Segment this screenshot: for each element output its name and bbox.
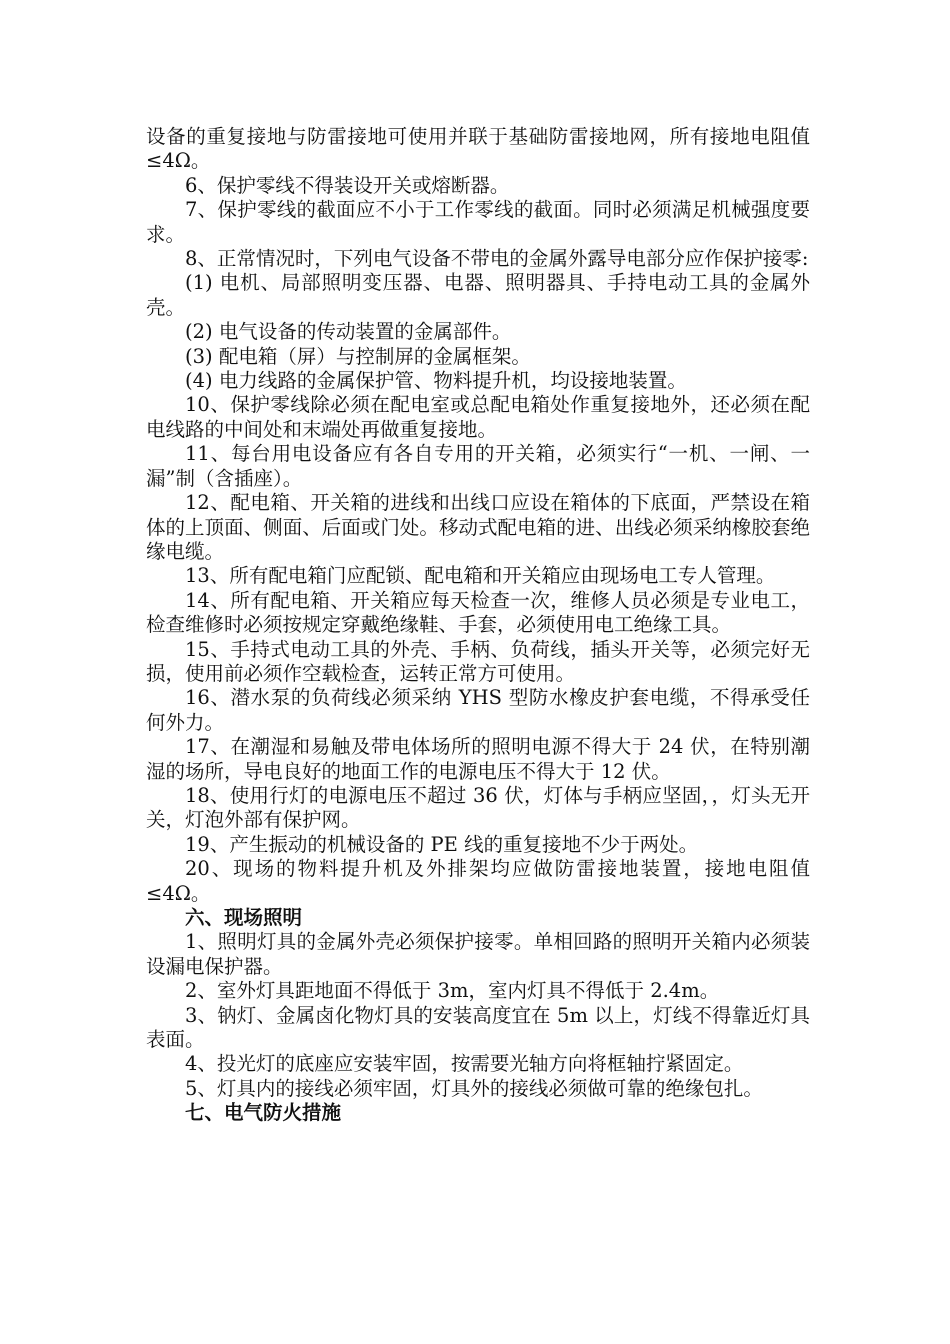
document-page bbox=[146, 125, 810, 1126]
paragraph-subitem-3: (3) 配电箱（屏）与控制屏的金属框架。 bbox=[185, 344, 531, 368]
paragraph-item-11: 11、每台用电设备应有各自专用的开关箱，必须实行“一机、一闸、一漏”制（含插座）。 bbox=[146, 442, 810, 490]
paragraph-lighting-1: 1、照明灯具的金属外壳必须保护接零。单相回路的照明开关箱内必须装设漏电保护器。 bbox=[146, 930, 810, 978]
paragraph-item-18: 18、使用行灯的电源电压不超过 36 伏，灯体与手柄应坚固，，灯头无开关，灯泡外部有保护网。 bbox=[146, 783, 810, 832]
paragraph-subitem-2: (2) 电气设备的传动装置的金属部件。 bbox=[185, 320, 512, 344]
paragraph-lighting-2: 2、室外灯具距地面不得低于 3m，室内灯具不得低于 2.4m。 bbox=[185, 979, 720, 1003]
paragraph-lighting-4: 4、投光灯的底座应安装牢固，按需要光轴方向将框轴拧紧固定。 bbox=[185, 1052, 744, 1076]
paragraph-continuation: 设备的重复接地与防雷接地可使用并联于基础防雷接地网，所有接地电阻值≤4Ω。 bbox=[146, 125, 810, 173]
paragraph-item-12: 12、配电箱、开关箱的进线和出线口应设在箱体的下底面，严禁设在箱体的上顶面、侧面、后面或门处。移动式配电箱的进、出线必须采纳橡胶套绝缘电缆。 bbox=[146, 491, 810, 563]
paragraph-item-14: 14、所有配电箱、开关箱应每天检查一次，维修人员必须是专业电工，检查维修时必须按规定穿戴绝缘鞋、手套，必须使用电工绝缘工具。 bbox=[146, 588, 810, 637]
paragraph-item-10: 10、保护零线除必须在配电室或总配电箱处作重复接地外，还必须在配电线路的中间处和末端处再做重复接地。 bbox=[146, 393, 810, 441]
paragraph-item-6: 6、保护零线不得装设开关或熔断器。 bbox=[185, 173, 510, 197]
paragraph-subitem-4: (4) 电力线路的金属保护管、物料提升机，均设接地装置。 bbox=[185, 369, 687, 393]
paragraph-item-17: 17、在潮湿和易触及带电体场所的照明电源不得大于 24 伏，在特别潮湿的场所，导电良好的地面工作的电源电压不得大于 12 伏。 bbox=[146, 735, 810, 783]
section-heading-fire-prevention: 七、电气防火措施 bbox=[185, 1101, 342, 1125]
section-heading-lighting: 六、现场照明 bbox=[185, 906, 303, 929]
paragraph-item-15: 15、手持式电动工具的外壳、手柄、负荷线，插头开关等，必须完好无损，使用前必须作空载检查，运转正常方可使用。 bbox=[146, 637, 810, 685]
paragraph-item-8: 8、正常情况时，下列电气设备不带电的金属外露导电部分应作保护接零: bbox=[185, 247, 809, 271]
paragraph-lighting-3: 3、钠灯、金属卤化物灯具的安装高度宜在 5m 以上，灯线不得靠近灯具表面。 bbox=[146, 1003, 810, 1052]
paragraph-item-13: 13、所有配电箱门应配锁、配电箱和开关箱应由现场电工专人管理。 bbox=[185, 564, 776, 588]
paragraph-item-20: 20、现场的物料提升机及外排架均应做防雷接地装置，接地电阻值≤4Ω。 bbox=[146, 857, 810, 905]
paragraph-item-19: 19、产生振动的机械设备的 PE 线的重复接地不少于两处。 bbox=[185, 832, 699, 856]
paragraph-item-7: 7、保护零线的截面应不小于工作零线的截面。同时必须满足机械强度要求。 bbox=[146, 198, 810, 246]
paragraph-lighting-5: 5、灯具内的接线必须牢固，灯具外的接线必须做可靠的绝缘包扎。 bbox=[185, 1076, 763, 1100]
paragraph-item-16: 16、潜水泵的负荷线必须采纳 YHS 型防水橡皮护套电缆，不得承受任何外力。 bbox=[146, 686, 810, 734]
paragraph-subitem-1: (1) 电机、局部照明变压器、电器、照明器具、手持电动工具的金属外壳。 bbox=[146, 271, 810, 319]
